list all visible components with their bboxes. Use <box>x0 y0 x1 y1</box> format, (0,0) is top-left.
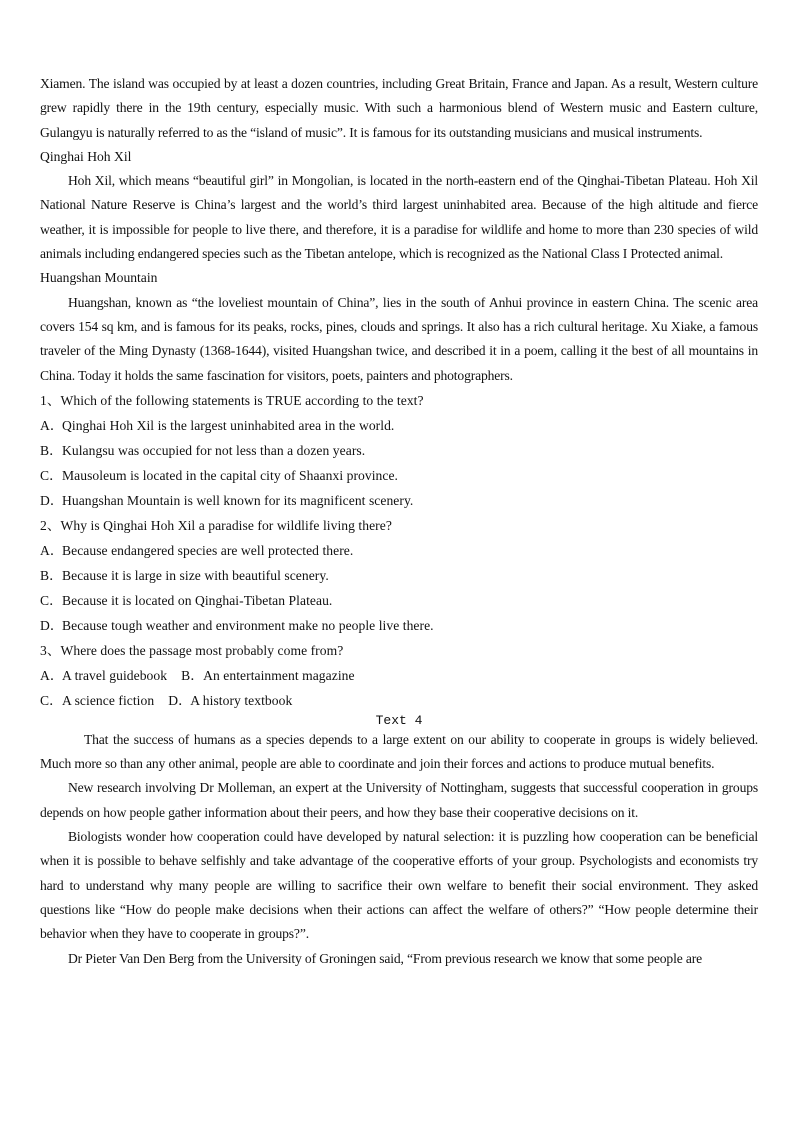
question-stem: 2、Why is Qinghai Hoh Xil a paradise for wildlife living there? <box>40 517 392 533</box>
option-letter: C． <box>40 692 63 708</box>
option-text: A science fiction <box>62 692 155 708</box>
option-text: A travel guidebook <box>62 667 168 683</box>
option-text: Mausoleum is located in the capital city of Shaanxi province. <box>62 467 399 483</box>
option-d <box>40 613 758 638</box>
option-letter: D． <box>168 692 192 708</box>
text4-title: Text 4 <box>375 712 423 728</box>
passage-intro-paragraph: Xiamen. The island was occupied by at least a dozen countries, including Great Britain, France and Japan. As a result, Western culture grew rapidly there in the 19th century, especially music. With such a harmonious blend of Western music and Eastern culture, Gulangyu is naturally referred to as the “island of music”. It is famous for its outstanding musicians and musical instruments. <box>40 76 758 140</box>
section-body-qinghai: Hoh Xil, which means “beautiful girl” in Mongolian, is located in the north-eastern end of the Qinghai-Tibetan Plateau. Hoh Xil National Nature Reserve is China’s largest and the world’s third largest uninhabited area. Because of the high altitude and fierce weather, it is impossible for people to live there, and therefore, it is a paradise for wildlife and home to more than 230 species of wild animals including endangered species such as the Tibetan antelope, which is recognized as the National Class I Protected animal. <box>40 173 758 262</box>
option-letter: B． <box>40 442 63 458</box>
option-c <box>40 588 758 613</box>
question-3 <box>40 638 758 713</box>
option-letter: B． <box>181 667 204 683</box>
option-c <box>40 463 758 488</box>
question-stem: 3、Where does the passage most probably come from? <box>40 642 344 658</box>
option-letter: A． <box>40 542 64 558</box>
option-a <box>40 538 758 563</box>
option-letter: C． <box>40 467 63 483</box>
option-text: A history textbook <box>190 692 293 708</box>
option-text: An entertainment magazine <box>203 667 355 683</box>
text4-paragraph-3: Biologists wonder how cooperation could have developed by natural selection: it is puzzling how cooperation can be beneficial when it is possible to behave selfishly and take advantage of the cooperative efforts of your group. Psychologists and economists try hard to understand why many people are willing to sacrifice their own welfare to benefit their social environment. They asked questions like “How do people make decisions when their actions can affect the welfare of others?” “How people determine their behavior when they have to cooperate in groups?”. <box>40 829 758 942</box>
option-d <box>40 488 758 513</box>
option-row-ab <box>40 663 758 688</box>
document-page <box>40 72 758 971</box>
question-1 <box>40 388 758 513</box>
option-text: Qinghai Hoh Xil is the largest uninhabited area in the world. <box>62 417 395 433</box>
text4-paragraph-1: That the success of humans as a species depends to a large extent on our ability to cooperate in groups is widely believed. Much more so than any other animal, people are able to coordinate and join their forces and actions to produce mutual benefits. <box>40 731 758 772</box>
option-letter: D． <box>40 617 64 633</box>
text4-paragraph-2: New research involving Dr Molleman, an expert at the University of Nottingham, suggests that successful cooperation in groups depends on how people gather information about their peers, and how they base their cooperative decisions on it. <box>40 780 758 820</box>
option-letter: A． <box>40 417 64 433</box>
option-text: Because endangered species are well protected there. <box>62 542 354 558</box>
section-heading-qinghai: Qinghai Hoh Xil <box>40 148 132 164</box>
option-text: Because it is located on Qinghai-Tibetan Plateau. <box>62 592 333 608</box>
option-text: Kulangsu was occupied for not less than a dozen years. <box>62 442 366 458</box>
option-letter: B． <box>40 567 63 583</box>
option-row-cd <box>40 688 758 713</box>
option-b <box>40 563 758 588</box>
option-text: Because tough weather and environment make no people live there. <box>62 617 434 633</box>
section-body-huangshan: Huangshan, known as “the loveliest mountain of China”, lies in the south of Anhui province in eastern China. The scenic area covers 154 sq km, and is famous for its peaks, rocks, pines, clouds and springs. It also has a rich cultural heritage. Xu Xiake, a famous traveler of the Ming Dynasty (1368-1644), visited Huangshan twice, and described it in a poem, calling it the best of all mountains in China. Today it holds the same fascination for visitors, poets, painters and photographers. <box>40 294 758 383</box>
option-letter: C． <box>40 592 63 608</box>
option-text: Because it is large in size with beautiful scenery. <box>62 567 329 583</box>
option-b <box>40 438 758 463</box>
option-letter: D． <box>40 492 64 508</box>
text4-paragraph-4: Dr Pieter Van Den Berg from the University of Groningen said, “From previous research we know that some people are <box>68 950 702 966</box>
question-stem: 1、Which of the following statements is TRUE according to the text? <box>40 392 424 408</box>
option-a <box>40 413 758 438</box>
question-2 <box>40 513 758 638</box>
section-heading-huangshan: Huangshan Mountain <box>40 270 158 286</box>
option-letter: A． <box>40 667 64 683</box>
option-text: Huangshan Mountain is well known for its magnificent scenery. <box>62 492 414 508</box>
